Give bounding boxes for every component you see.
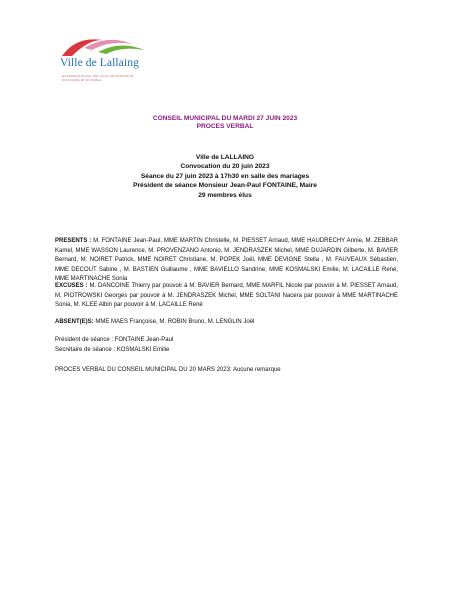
session-info bbox=[0, 153, 450, 200]
secretaire-seance: Secrétaire de séance : KOSMALSKI Emilie bbox=[55, 346, 170, 353]
president-seance: Président de séance : FONTAINE Jean-Paul bbox=[55, 337, 174, 343]
logo-tagline: ENSEMBLE POUR UNE VILLE DE PROXIMITÉ, SOLIDAIRE ET DURABLE bbox=[62, 74, 135, 82]
absents-list: MME MAES Françoise, M. ROBIN Bruno, M. LENGLIN Joël bbox=[95, 319, 255, 325]
town-logo bbox=[58, 34, 148, 92]
presents-label: PRESENTS : bbox=[55, 238, 92, 244]
excuses-paragraph bbox=[55, 282, 398, 311]
document-title bbox=[0, 115, 450, 132]
title-line-2: PROCES VERBAL bbox=[196, 123, 254, 131]
session-convocation: Convocation du 20 juin 2023 bbox=[180, 163, 270, 171]
title-line-1: CONSEIL MUNICIPAL DU MARDI 27 JUIN 2023 bbox=[152, 115, 298, 122]
presents-list: M. FONTAINE Jean-Paul, MME MARTIN Christelle, M. PIESSET Arnaud, MME HAUDRECHY Annie, M. ZEBBAR Kamel, MME WASSON Laurence, M. PROVENZANO Antonio, M. JENDRASZEK Michel, MME DUJARDIN Gilberte, M. BAVIER Bernard, M. NOIRET Patrick, MME NOIRET Christiane, M. POPEK Joël, MME DEVIGNE Stella , M. FAUVEAUX Sébastien, MME DECOUT Sabine , M. BASTIEN Guillaume , MME BAVIELLO Sandrine, MME KOSMALSKI Emilie, M. LACAILLE René, MME MARTINACHE Sonia bbox=[55, 238, 398, 282]
session-president: Président de séance Monsieur Jean-Paul FONTAINE, Maire bbox=[133, 182, 317, 190]
session-members: 29 membres élus bbox=[198, 191, 252, 199]
excuses-label: EXCUSES : bbox=[55, 283, 88, 289]
presents-paragraph bbox=[55, 237, 398, 285]
previous-minutes-note: PROCES VERBAL DU CONSEIL MUNICIPAL DU 20 MARS 2023: Aucune remarque bbox=[55, 367, 281, 373]
excuses-list: M. DANCOINE Thierry par pouvoir à M. BAVIER Bernard, MME MARFIL Nicole par pouvoir à M. PIESSET Arnaud, M. PIOTROWSKI Georges par pouvoir à M. JENDRASZEK Michel, MME SOLTANI Nacera par pouvoir à MME MARTINACHE Sonia, M. KLEE Albin par pouvoir à M. LACAILLE René bbox=[55, 283, 398, 308]
absents-label: ABSENT(E)S: bbox=[55, 319, 94, 325]
absents-paragraph bbox=[55, 318, 398, 328]
logo-town-name: Ville de Lallaing bbox=[60, 57, 139, 69]
session-town: Ville de LALLAING bbox=[195, 154, 255, 161]
session-seance: Séance du 27 juin 2023 à 17h30 en salle des mariages bbox=[140, 172, 310, 180]
session-roles bbox=[55, 336, 398, 355]
